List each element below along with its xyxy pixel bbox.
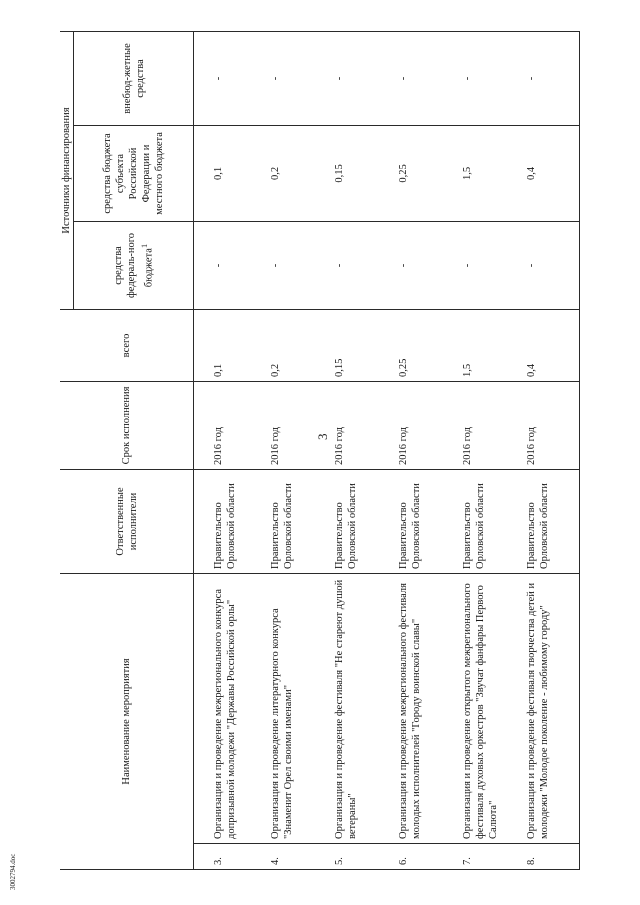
total-amount: 1,5 [451, 309, 515, 381]
extra-amount: - [451, 31, 515, 125]
executor: Правительство Орловской области [323, 469, 387, 573]
table-row [387, 31, 451, 869]
table-row [515, 31, 579, 869]
extra-amount: - [515, 31, 579, 125]
regional-amount: 0,25 [387, 125, 451, 221]
event-name: Организация и проведение фестиваля "Не стареют душой ветераны" [323, 573, 387, 843]
total-amount: 0,15 [323, 309, 387, 381]
header-federal-text: средства федераль-ного бюджета [112, 232, 155, 298]
federal-amount: - [387, 221, 451, 309]
event-name: Организация и проведение фестиваля творчества детей и молодежи "Молодое поколение - любимому городу" [515, 573, 579, 843]
event-name: Организация и проведение открытого межрегионального фестиваля духовых оркестров "Звучат фанфары Первого Салюта" [451, 573, 515, 843]
federal-footnote-mark: 1 [138, 243, 149, 249]
federal-amount: - [451, 221, 515, 309]
term: 2016 год [387, 381, 451, 469]
total-amount: 0,1 [202, 309, 259, 381]
header-executors: Ответственные исполнители [60, 469, 194, 573]
row-number: 7. [451, 844, 515, 870]
table-row [259, 31, 323, 869]
regional-amount: 0,15 [323, 125, 387, 221]
header-sources: Источники финансирования [60, 31, 74, 309]
table-row [323, 31, 387, 869]
federal-amount: - [259, 221, 323, 309]
executor: Правительство Орловской области [387, 469, 451, 573]
table-row [202, 31, 259, 869]
row-number: 3. [202, 844, 259, 870]
regional-amount: 0,1 [202, 125, 259, 221]
extra-amount: - [202, 31, 259, 125]
header-extra: внебюд-жетные средства [74, 31, 194, 125]
total-amount: 0,25 [387, 309, 451, 381]
extra-amount: - [387, 31, 451, 125]
footer-doc-code: 3002794.doc [9, 853, 17, 890]
term: 2016 год [323, 381, 387, 469]
regional-amount: 0,4 [515, 125, 579, 221]
table-body [194, 31, 580, 869]
regional-amount: 1,5 [451, 125, 515, 221]
term: 2016 год [202, 381, 259, 469]
header-federal [74, 221, 194, 309]
federal-amount: - [202, 221, 259, 309]
header-event-name: Наименование мероприятия [60, 573, 194, 869]
regional-amount: 0,2 [259, 125, 323, 221]
executor: Правительство Орловской области [259, 469, 323, 573]
total-amount: 0,2 [259, 309, 323, 381]
events-financing-table [60, 31, 580, 870]
page-number: 3 [315, 433, 330, 440]
federal-amount: - [515, 221, 579, 309]
executor: Правительство Орловской области [202, 469, 259, 573]
row-number: 5. [323, 844, 387, 870]
extra-amount: - [259, 31, 323, 125]
executor: Правительство Орловской области [515, 469, 579, 573]
term: 2016 год [515, 381, 579, 469]
table-row [451, 31, 515, 869]
total-amount: 0,4 [515, 309, 579, 381]
row-number: 8. [515, 844, 579, 870]
event-name: Организация и проведение литературного конкурса "Знаменит Орел своими именами" [259, 573, 323, 843]
executor: Правительство Орловской области [451, 469, 515, 573]
term: 2016 год [259, 381, 323, 469]
rotated-table-container [60, 32, 580, 870]
header-regional: средства бюджета субъекта Российской Федерации и местного бюджета [74, 125, 194, 221]
federal-amount: - [323, 221, 387, 309]
term: 2016 год [451, 381, 515, 469]
row-number: 4. [259, 844, 323, 870]
event-name: Организация и проведение межрегионального конкурса допризывной молодежи "Державы Российской орлы" [202, 573, 259, 843]
header-total: всего [60, 309, 194, 381]
event-name: Организация и проведение межрегионального фестиваля молодых исполнителей "Городу воинской славы" [387, 573, 451, 843]
extra-amount: - [323, 31, 387, 125]
row-number: 6. [387, 844, 451, 870]
header-term: Срок исполнения [60, 381, 194, 469]
